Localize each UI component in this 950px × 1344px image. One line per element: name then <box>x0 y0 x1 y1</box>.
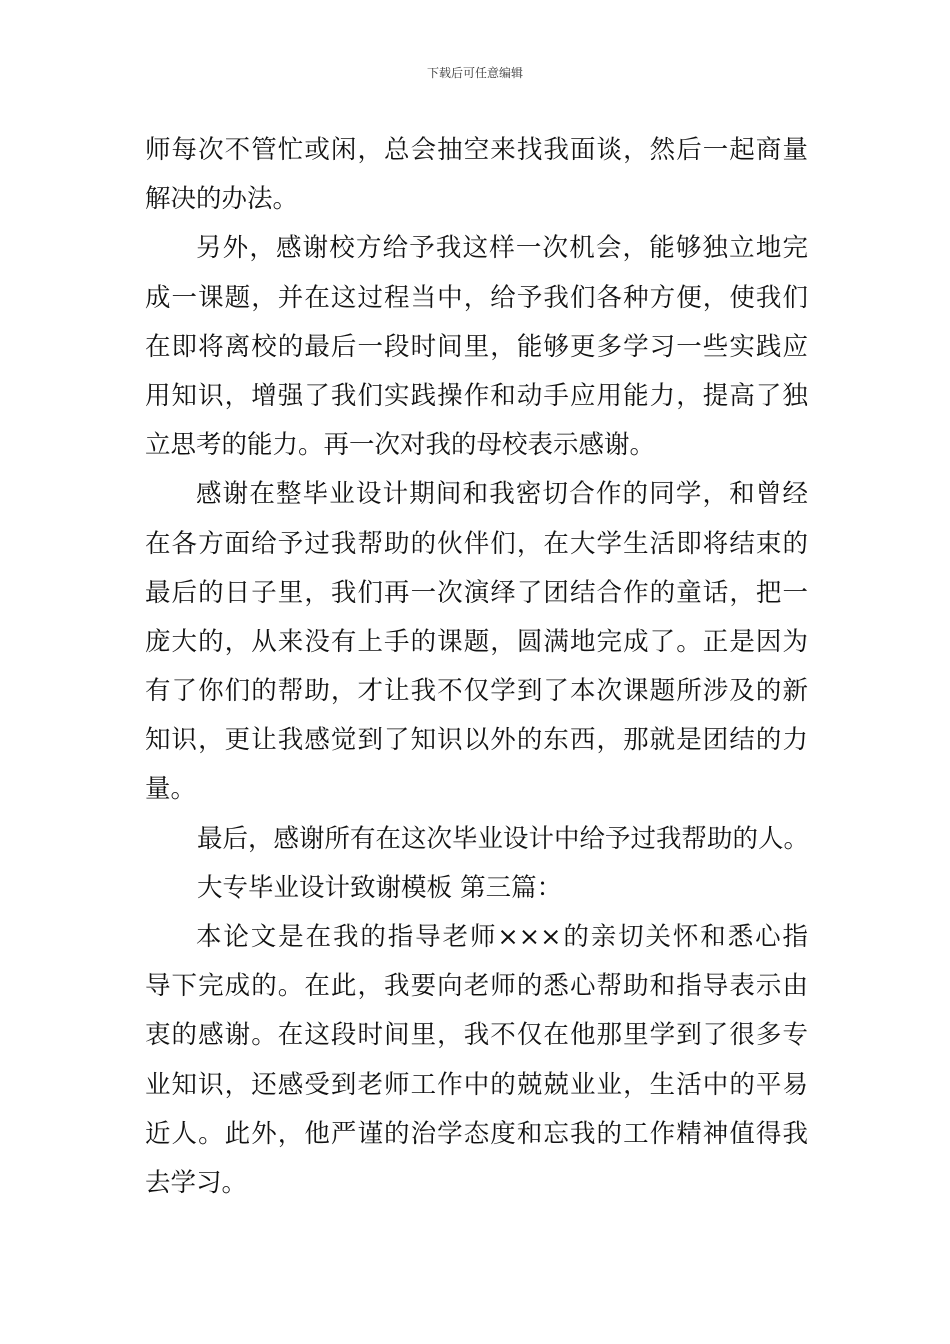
text-line: 用知识，增强了我们实践操作和动手应用能力，提高了独 <box>145 380 808 411</box>
text-line: 知识，更让我感觉到了知识以外的东西，那就是团结的力 <box>145 725 808 756</box>
paragraph-first-line: 最后，感谢所有在这次毕业设计中给予过我帮助的人。 <box>197 823 810 854</box>
section-heading: 大专毕业设计致谢模板 第三篇： <box>197 872 563 903</box>
text-line: 在各方面给予过我帮助的伙伴们，在大学生活即将结束的 <box>145 528 808 559</box>
page-header: 下载后可任意编辑 <box>426 66 523 80</box>
text-line: 在即将离校的最后一段时间里，能够更多学习一些实践应 <box>145 331 808 362</box>
text-line: 业知识，还感受到老师工作中的兢兢业业，生活中的平易 <box>145 1069 808 1100</box>
paragraph-first-line: 另外，感谢校方给予我这样一次机会，能够独立地完 <box>196 233 808 264</box>
paragraph-first-line: 本论文是在我的指导老师×××的亲切关怀和悉心指 <box>196 922 808 952</box>
text-line: 量。 <box>145 774 197 805</box>
text-line: 成一课题，并在这过程当中，给予我们各种方便，使我们 <box>145 282 808 313</box>
text-line: 解决的办法。 <box>145 184 299 215</box>
text-line: 师每次不管忙或闲，总会抽空来找我面谈，然后一起商量 <box>145 135 808 165</box>
text-line: 去学习。 <box>145 1167 248 1198</box>
paragraph-first-line: 感谢在整毕业设计期间和我密切合作的同学，和曾经 <box>196 479 808 510</box>
text-line: 最后的日子里，我们再一次演绎了团结合作的童话，把一 <box>145 577 808 608</box>
text-line: 有了你们的帮助，才让我不仅学到了本次课题所涉及的新 <box>145 676 808 707</box>
document-body <box>145 126 808 1208</box>
text-line: 立思考的能力。再一次对我的母校表示感谢。 <box>145 430 656 461</box>
text-line: 庞大的，从来没有上手的课题，圆满地完成了。正是因为 <box>145 626 808 657</box>
text-line: 衷的感谢。在这段时间里，我不仅在他那里学到了很多专 <box>145 1020 808 1051</box>
text-line: 近人。此外，他严谨的治学态度和忘我的工作精神值得我 <box>145 1118 808 1149</box>
text-line: 导下完成的。在此，我要向老师的悉心帮助和指导表示由 <box>145 971 808 1002</box>
